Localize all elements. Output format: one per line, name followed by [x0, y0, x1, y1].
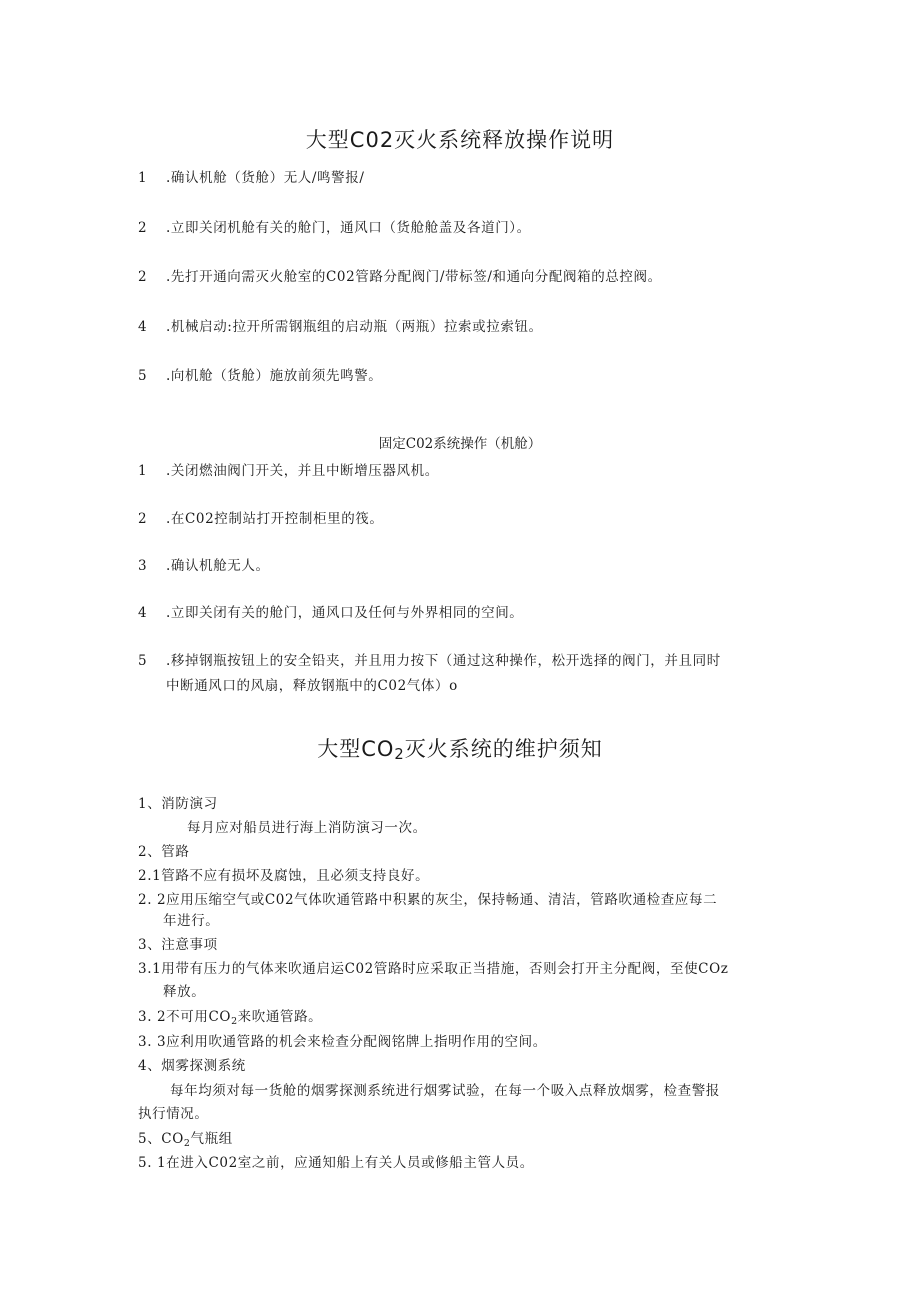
- item-number: 2: [138, 269, 148, 285]
- item-text: .在C02控制站打开控制柜里的筏。: [166, 511, 384, 527]
- text-part: 3. 2不可用CO: [138, 1009, 232, 1025]
- title-part: 灭火系统的维护须知: [404, 737, 603, 761]
- section2-item-3: [138, 554, 270, 574]
- item-text: .关闭燃油阀门开关，并且中断增压器风机。: [166, 463, 439, 479]
- line-4: 每年均须对每一货舱的烟雾探测系统进行烟雾试验，在每一个吸入点释放烟雾，检查警报: [170, 1083, 720, 1099]
- item-number: 5: [138, 653, 148, 669]
- section1-item-5: [138, 364, 382, 384]
- item-number: 5: [138, 368, 148, 384]
- section2-item-5: [138, 649, 721, 669]
- section1-item-1: [138, 166, 365, 186]
- section3-title: [0, 733, 920, 763]
- title-subscript: 2: [394, 746, 405, 763]
- line-4-continuation: 执行情况。: [138, 1106, 209, 1122]
- item-text: .立即关闭有关的舱门，通风口及任何与外界相同的空间。: [166, 605, 524, 621]
- item-text: .确认机舱无人。: [166, 558, 270, 574]
- section1-title: 大型C02灭火系统释放操作说明: [305, 128, 615, 152]
- line-2-2: 2. 2应用压缩空气或C02气体吹通管路中积累的灰尘，保持畅通、清洁，管路吹通检查应每二: [138, 892, 718, 908]
- section1-item-4: [138, 315, 543, 335]
- section1-item-3: [138, 265, 662, 285]
- text-subscript: 2: [231, 1016, 238, 1027]
- item-text: .移掉钢瓶按钮上的安全铅夹，并且用力按下（通过这种操作，松开选择的阀门，并且同时: [166, 653, 721, 669]
- item-number: 4: [138, 605, 148, 621]
- text-part: 气瓶组: [190, 1131, 233, 1147]
- item-text: .立即关闭机舱有关的舱门，通风口（货舱舱盖及各道门）。: [166, 220, 531, 236]
- line-1: 每月应对船员进行海上消防演习一次。: [187, 820, 427, 836]
- section1-item-2: [138, 216, 531, 236]
- line-3-1-continuation: 释放。: [163, 984, 206, 1000]
- item-text: .先打开通向需灭火舱室的C02管路分配阀门/带标签/和通向分配阀箱的总控阀。: [166, 269, 662, 285]
- item-number: 1: [138, 463, 148, 479]
- section2-item-5-continuation: 中断通风口的风扇，释放钢瓶中的C02气体）o: [166, 678, 458, 694]
- line-3-2: [138, 1005, 322, 1027]
- text-part: 来吹通管路。: [237, 1009, 323, 1025]
- item-number: 2: [138, 511, 148, 527]
- line-3-3: 3. 3应利用吹通管路的机会来检查分配阀铭牌上指明作用的空间。: [138, 1034, 547, 1050]
- heading-4: 4、烟雾探测系统: [138, 1058, 246, 1074]
- text-part: 5、CO: [138, 1131, 184, 1147]
- line-5-1: 5. 1在进入C02室之前，应通知船上有关人员或修船主管人员。: [138, 1155, 534, 1171]
- text-subscript: 2: [183, 1138, 191, 1149]
- section2-item-4: [138, 601, 523, 621]
- item-number: 4: [138, 319, 148, 335]
- heading-1: 1、消防演习: [138, 796, 218, 812]
- section2-item-1: [138, 459, 439, 479]
- section2-item-2: [138, 507, 384, 527]
- item-number: 3: [138, 558, 148, 574]
- heading-3: 3、注意事项: [138, 937, 218, 953]
- item-number: 2: [138, 220, 148, 236]
- line-2-1: 2.1管路不应有损坏及腐蚀，且必须支持良好。: [138, 868, 430, 884]
- item-text: .向机舱（货舱）施放前须先鸣警。: [166, 368, 383, 384]
- item-number: 1: [138, 170, 148, 186]
- item-text: .确认机舱（货舱）无人/鸣警报/: [166, 170, 365, 186]
- item-text: .机械启动:拉开所需钢瓶组的启动瓶（两瓶）拉索或拉索钮。: [166, 319, 543, 335]
- heading-2: 2、管路: [138, 844, 190, 860]
- heading-5: [138, 1127, 233, 1149]
- line-3-1: 3.1用带有压力的气体来吹通启运C02管路时应采取正当措施，否则会打开主分配阀，至使COz: [138, 961, 729, 977]
- section2-title: 固定C02系统操作（机舱）: [378, 436, 542, 452]
- title-part: 大型CO: [317, 737, 395, 761]
- line-2-2-continuation: 年进行。: [163, 913, 220, 929]
